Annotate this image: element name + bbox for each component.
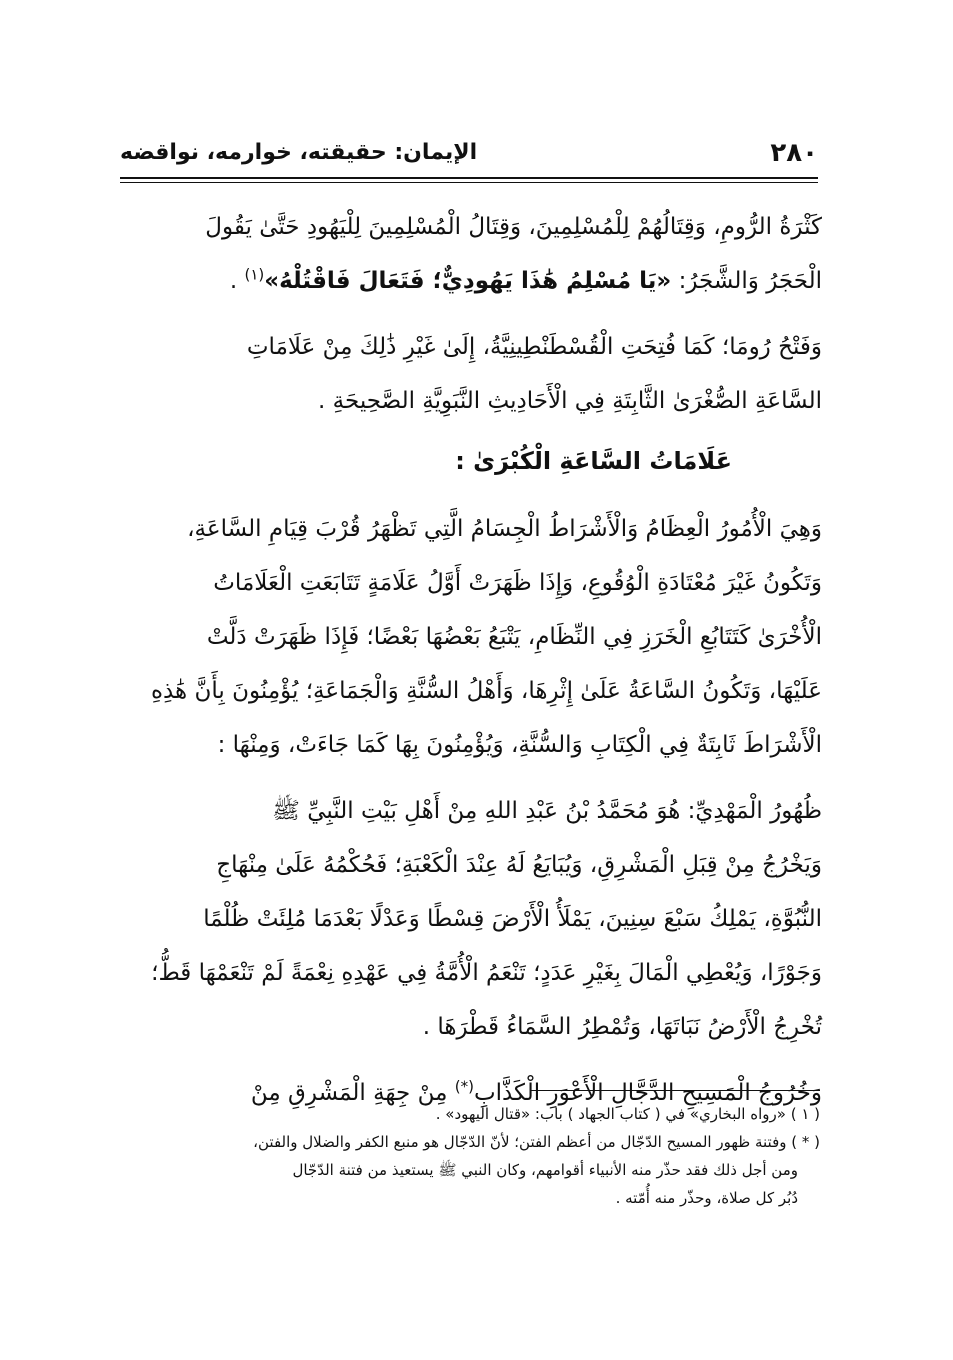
paragraph-4-line-5: تُخْرِجُ الْأَرْضُ نَبَاتَهَا، وَتُمْطِرُ السَّمَاءُ قَطْرَهَا . <box>422 1014 822 1040</box>
footnote-1: ( ١ ) «رواه البخاري» في ( كتاب الجهاد ) باب: «قتال اليهود» . <box>435 1105 820 1123</box>
paragraph-1-end: . <box>229 268 238 294</box>
footnote-2-line-1: ( * ) وفتنة ظهور المسيح الدّجّال من أعظم الفتن؛ لأنّ الدّجّال هو منبع الكفر والضلال والفتن، <box>253 1133 820 1151</box>
footnote-2-line-3: دُبُر كل صلاة، وحذّر منه أُمّته . <box>615 1189 798 1207</box>
paragraph-4-line-3: النُّبُوَّةِ، يَمْلِكُ سَبْعَ سِنِينَ، يَمْلَأُ الْأَرْضَ قِسْطًا وَعَدْلًا بَعْدَمَا مُلِئَتْ ظُلْمًا <box>203 906 822 932</box>
page-header <box>120 138 818 174</box>
paragraph-5-end: مِنْ جِهَةِ الْمَشْرِقِ مِنْ <box>250 1080 448 1106</box>
footnote-divider <box>530 1090 820 1091</box>
footnote-ref-1: (١) <box>244 265 265 284</box>
header-divider <box>120 177 818 183</box>
paragraph-2-line-2: السَّاعَةِ الصُّغْرَىٰ الثَّابِتَةِ فِي الْأَحَادِيثِ النَّبَوِيَّةِ الصَّحِيحَةِ . <box>318 388 822 414</box>
hadith-quote: «يَا مُسْلِمُ هَٰذَا يَهُودِيٌّ؛ فَتَعَالَ فَاقْتُلْهُ» <box>264 268 672 294</box>
page-number: ٢٨٠ <box>770 138 818 168</box>
paragraph-3-line-5: الْأَشْرَاطَ ثَابِتَةٌ فِي الْكِتَابِ وَالسُّنَّةِ، وَيُؤْمِنُونَ بِهَا كَمَا جَاءَتْ، وَمِنْهَا : <box>217 732 822 758</box>
paragraph-5-start: وَخُرُوجُ الْمَسِيحِ الدَّجَّالِ الْأَعْوَرِ الْكَذَّابِ <box>473 1080 822 1106</box>
paragraph-2-line-1: وَفَتْحُ رُومَا؛ كَمَا فُتِحَتِ الْقُسْطَنْطِينِيَّةُ، إِلَىٰ غَيْرِ ذَٰلِكَ مِنْ عَلَامَاتِ <box>246 334 822 360</box>
paragraph-4-line-2: وَيَخْرُجُ مِنْ قِبَلِ الْمَشْرِقِ، وَيُبَايَعُ لَهُ عِنْدَ الْكَعْبَةِ؛ فَحُكْمُهُ عَلَىٰ مِنْهَاجِ <box>216 852 822 878</box>
paragraph-1-line-2-start: الْحَجَرُ وَالشَّجَرُ: <box>678 268 822 294</box>
running-title: الإيمان: حقيقته، خوارمه، نواقضه <box>120 140 478 165</box>
main-text <box>122 200 822 1120</box>
paragraph-4-line-1: ظُهُورُ الْمَهْدِيِّ: هُوَ مُحَمَّدُ بْنُ عَبْدِ اللهِ مِنْ أَهْلِ بَيْتِ النَّبِيِّ ﷺ <box>272 798 822 824</box>
paragraph-3-line-4: عَلَيْهَا، وَتَكُونُ السَّاعَةُ عَلَىٰ إِثْرِهَا، وَأَهْلُ السُّنَّةِ وَالْجَمَاعَةِ؛ يُؤْمِنُونَ بِأَنَّ هَٰذِهِ <box>150 678 822 704</box>
paragraph-3-line-2: وَتَكُونُ غَيْرَ مُعْتَادَةِ الْوُقُوعِ، وَإِذَا ظَهَرَتْ أَوَّلُ عَلَامَةٍ تَتَابَعَتِ الْعَلَامَاتُ <box>213 570 822 596</box>
paragraph-3-line-1: وَهِيَ الْأُمُورُ الْعِظَامُ وَالْأَشْرَاطُ الْجِسَامُ الَّتِي تَظْهَرُ قُرْبَ قِيَامِ السَّاعَةِ، <box>187 516 822 542</box>
footnote-2-line-2: ومن أجل ذلك فقد حذّر منه الأنبياء أقوامهم، وكان النبي ﷺ يستعيذ من فتنة الدّجّال <box>292 1161 798 1179</box>
paragraph-3-line-3: الْأُخْرَىٰ كَتَتَابُعِ الْخَرَزِ فِي النِّظَامِ، يَتْبَعُ بَعْضُهَا بَعْضًا؛ فَإِذَا ظَهَرَتْ دَلَّتْ <box>206 624 822 650</box>
footnotes <box>130 1100 820 1212</box>
footnote-ref-star: (*) <box>454 1077 474 1096</box>
section-heading: عَلَامَاتُ السَّاعَةِ الْكُبْرَىٰ : <box>455 447 732 475</box>
paragraph-4-line-4: وَجَوْرًا، وَيُعْطِي الْمَالَ بِغَيْرِ عَدَدٍ؛ تَنْعَمُ الْأُمَّةُ فِي عَهْدِهِ نِعْمَةً لَمْ تَنْعَمْهَا قَطُّ؛ <box>151 960 822 986</box>
paragraph-1-line-2 <box>122 254 822 308</box>
paragraph-1-line-1: كَثْرَةُ الرُّومِ، وَقِتَالُهُمْ لِلْمُسْلِمِينَ، وَقِتَالُ الْمُسْلِمِينَ لِلْيَهُودِ حَتَّىٰ يَقُولَ <box>205 214 822 240</box>
